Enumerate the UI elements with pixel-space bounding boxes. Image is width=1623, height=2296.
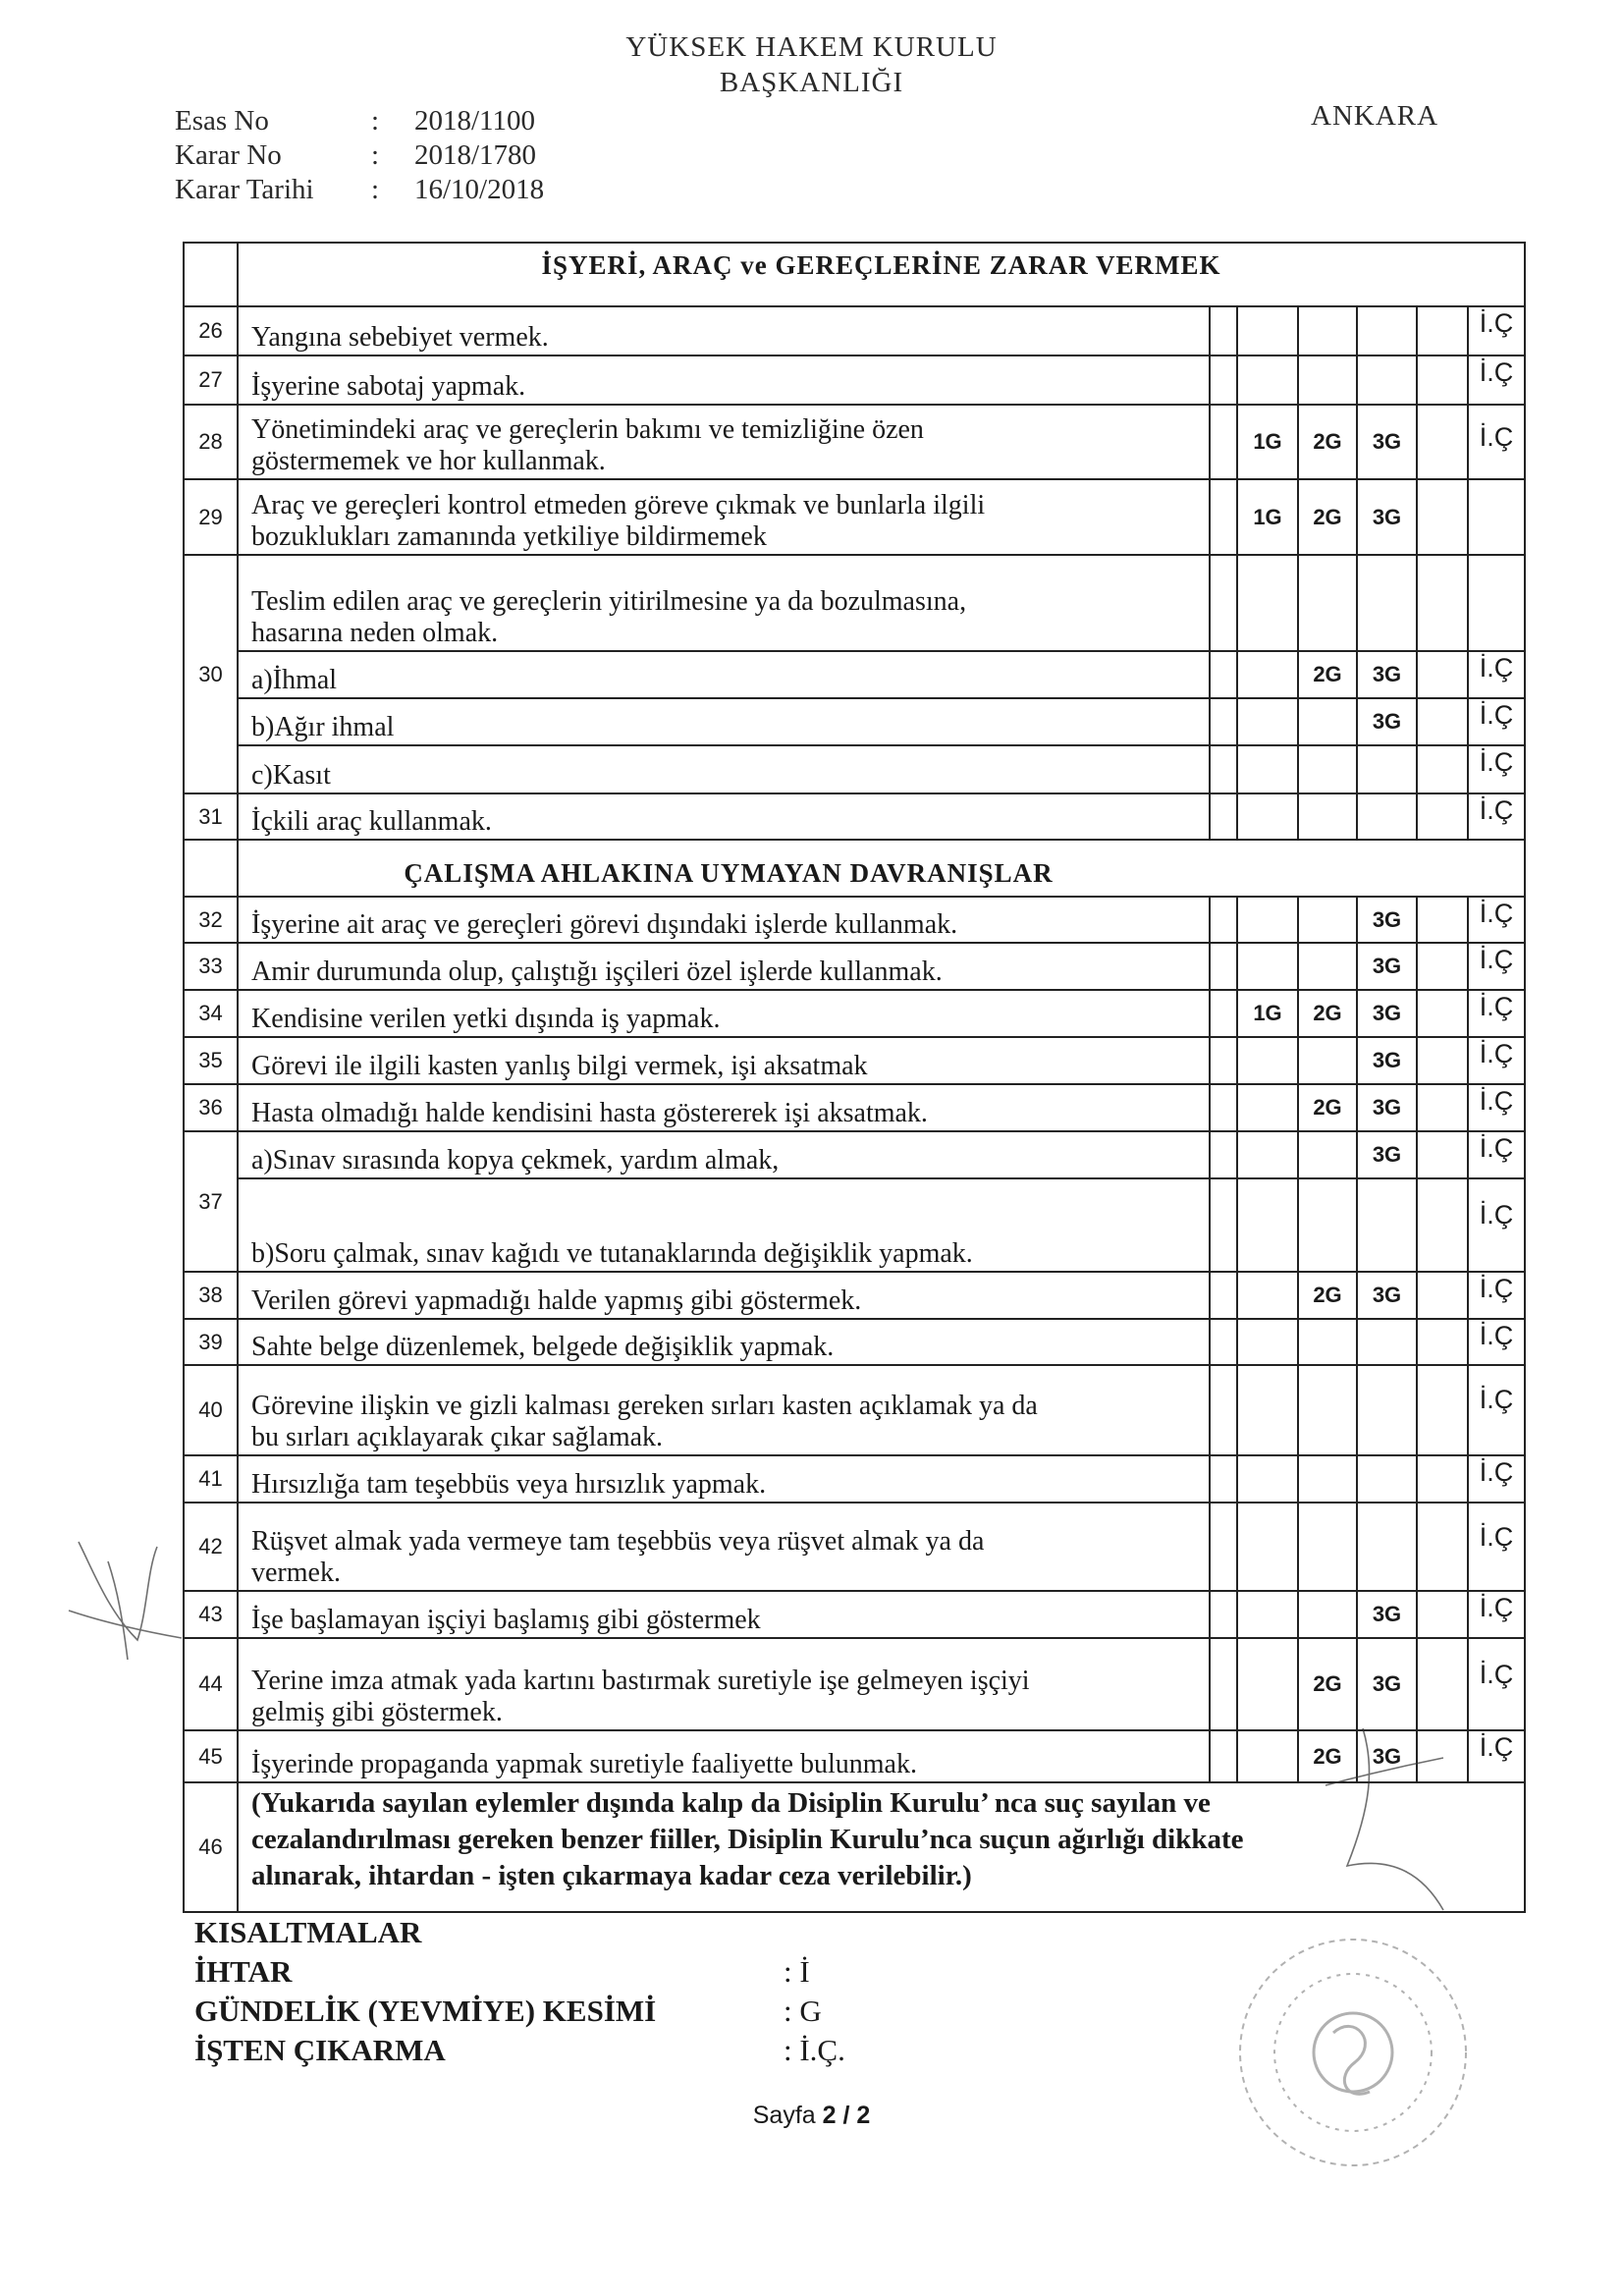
- row-text-line: Yangına sebebiyet vermek.: [251, 322, 549, 353]
- row-number: 32: [198, 906, 223, 932]
- row-number: 44: [198, 1671, 223, 1696]
- page-total: 2: [856, 2102, 871, 2129]
- abbr-key: İHTAR: [194, 1954, 293, 1989]
- penalty-3g: 3G: [1372, 906, 1402, 932]
- penalty-ic: İ.Ç: [1479, 357, 1514, 387]
- penalty-ic: İ.Ç: [1479, 1660, 1514, 1689]
- row-text: [238, 405, 1210, 479]
- row-text-line: İçkili araç kullanmak.: [251, 806, 492, 837]
- penalty-1g: 1G: [1253, 1001, 1282, 1025]
- abbr-key: GÜNDELİK (YEVMİYE) KESİMİ: [194, 1994, 657, 2028]
- row-text: [238, 793, 1210, 840]
- row-text: [238, 479, 1210, 555]
- penalty-ic: İ.Ç: [1479, 1086, 1514, 1116]
- row-number: 35: [198, 1048, 223, 1072]
- row-text-line: İşyerine sabotaj yapmak.: [251, 371, 526, 402]
- penalty-2g: 2G: [1313, 1095, 1342, 1120]
- note-line: (Yukarıda sayılan eylemler dışında kalıp da Disiplin Kurulu’ nca suç sayılan ve: [251, 1787, 1211, 1819]
- penalty-3g: 3G: [1372, 1743, 1402, 1769]
- row-subitem: a)İhmal: [251, 665, 338, 695]
- abbr-row: [194, 1952, 845, 1992]
- penalty-ic: İ.Ç: [1479, 1274, 1514, 1303]
- meta-value: 2018/1780: [414, 139, 537, 171]
- page-current: 2: [822, 2102, 837, 2129]
- penalty-3g: 3G: [1372, 429, 1402, 454]
- row-number: 33: [198, 954, 223, 978]
- penalty-2g: 2G: [1313, 1743, 1342, 1769]
- row-number: 38: [198, 1283, 223, 1307]
- org-subtitle: BAŞKANLIĞI: [719, 67, 904, 98]
- penalty-ic: İ.Ç: [1479, 747, 1514, 777]
- row-number: 34: [198, 1001, 223, 1025]
- row-text: [238, 355, 1210, 405]
- penalty-2g: 2G: [1313, 1283, 1342, 1307]
- row-text: [238, 990, 1210, 1037]
- penalty-3g: 3G: [1372, 709, 1402, 734]
- row-text-line: Yönetimindeki araç ve gereçlerin bakımı ve temizliğine özen: [251, 414, 924, 445]
- row-text: [238, 1455, 1210, 1503]
- row-text-line: bu sırları açıklayarak çıkar sağlamak.: [251, 1422, 664, 1452]
- row-number: 41: [198, 1466, 223, 1491]
- closing-note: [238, 1785, 1525, 1909]
- row-text-line: Verilen görevi yapmadığı halde yapmış gibi göstermek.: [251, 1285, 862, 1316]
- penalty-2g: 2G: [1313, 1001, 1342, 1025]
- penalty-3g: 3G: [1372, 1048, 1402, 1072]
- penalty-ic: İ.Ç: [1479, 1593, 1514, 1622]
- org-name: YÜKSEK HAKEM KURULU: [625, 31, 998, 63]
- section-title-damage: İŞYERİ, ARAÇ ve GEREÇLERİNE ZARAR VERMEK: [541, 250, 1221, 280]
- row-text-line: Sahte belge düzenlemek, belgede değişiklik yapmak.: [251, 1332, 835, 1362]
- penalty-ic: İ.Ç: [1479, 1385, 1514, 1414]
- row-text: [238, 1084, 1210, 1131]
- penalty-ic: İ.Ç: [1479, 1039, 1514, 1068]
- penalty-2g: 2G: [1313, 1671, 1342, 1696]
- row-number: 31: [198, 803, 223, 829]
- abbr-row: [194, 2031, 845, 2070]
- row-text-line: bozuklukları zamanında yetkiliye bildirmemek: [251, 521, 767, 552]
- row-text: [238, 1319, 1210, 1365]
- row-text: [238, 897, 1210, 943]
- row-text: [238, 306, 1210, 355]
- row-text-line: vermek.: [251, 1558, 341, 1588]
- abbreviations-title: KISALTMALAR: [194, 1915, 422, 1949]
- abbr-key: İŞTEN ÇIKARMA: [194, 2033, 446, 2067]
- row-text: [238, 1730, 1210, 1782]
- penalty-ic: İ.Ç: [1479, 653, 1514, 683]
- abbreviations: [194, 1913, 845, 2070]
- abbr-value: : G: [784, 1994, 822, 2028]
- meta-key: Esas No: [175, 105, 269, 137]
- row-number: 36: [198, 1095, 223, 1120]
- penalty-ic: İ.Ç: [1479, 945, 1514, 974]
- meta-key: Karar Tarihi: [175, 174, 314, 205]
- row-text: [238, 1503, 1210, 1591]
- row-number: 46: [198, 1834, 223, 1859]
- meta-sep: :: [371, 105, 380, 137]
- row-text-line: İşe başlamayan işçiyi başlamış gibi göstermek: [251, 1605, 761, 1635]
- penalty-ic: İ.Ç: [1479, 422, 1514, 452]
- penalty-ic: İ.Ç: [1479, 1321, 1514, 1350]
- meta-value: 2018/1100: [414, 105, 535, 137]
- penalty-ic: İ.Ç: [1479, 308, 1514, 338]
- row-number: 45: [198, 1743, 223, 1769]
- penalty-3g: 3G: [1372, 662, 1402, 686]
- row-text-line: Amir durumunda olup, çalıştığı işçileri özel işlerde kullanmak.: [251, 957, 943, 987]
- penalty-ic: İ.Ç: [1479, 700, 1514, 730]
- meta-value: 16/10/2018: [414, 174, 545, 205]
- penalty-3g: 3G: [1372, 1283, 1402, 1307]
- penalty-2g: 2G: [1313, 504, 1342, 529]
- row-text: [238, 1365, 1210, 1455]
- row-number: 29: [198, 504, 223, 529]
- row-text-line: Kendisine verilen yetki dışında iş yapmak.: [251, 1004, 721, 1034]
- meta-key: Karar No: [175, 139, 282, 171]
- row-text-line: gelmiş gibi göstermek.: [251, 1697, 503, 1727]
- page-number: [0, 2102, 1623, 2130]
- row-subitem: c)Kasıt: [251, 760, 331, 791]
- note-line: cezalandırılması gereken benzer fiiller, Disiplin Kurulu’nca suçun ağırlığı dikkate: [251, 1824, 1244, 1855]
- page-label: Sayfa: [752, 2102, 823, 2129]
- row-subitem: b)Soru çalmak, sınav kağıdı ve tutanaklarında değişiklik yapmak.: [251, 1238, 973, 1269]
- row-text: [238, 1037, 1210, 1084]
- row-number: 37: [198, 1188, 223, 1214]
- penalty-ic: İ.Ç: [1479, 899, 1514, 928]
- penalty-2g: 2G: [1313, 662, 1342, 686]
- row-text: [238, 555, 1210, 651]
- row-number: 27: [198, 367, 223, 392]
- penalty-2g: 2G: [1313, 429, 1342, 454]
- penalty-ic: İ.Ç: [1479, 1133, 1514, 1163]
- row-subitem: b)Ağır ihmal: [251, 712, 395, 742]
- row-number: 30: [198, 661, 223, 686]
- note-line: alınarak, ihtardan - işten çıkarmaya kadar ceza verilebilir.): [251, 1860, 972, 1891]
- row-number: 28: [198, 429, 223, 454]
- penalty-3g: 3G: [1372, 954, 1402, 978]
- abbr-value: : İ.Ç.: [784, 2033, 845, 2067]
- row-text-line: Yerine imza atmak yada kartını bastırmak suretiyle işe gelmeyen işçiyi: [251, 1666, 1030, 1696]
- row-subitem: a)Sınav sırasında kopya çekmek, yardım almak,: [251, 1145, 780, 1175]
- meta-sep: :: [371, 139, 380, 171]
- row-text: [238, 1591, 1210, 1638]
- penalty-ic: İ.Ç: [1479, 795, 1514, 825]
- section-title-ethics: ÇALIŞMA AHLAKINA UYMAYAN DAVRANIŞLAR: [404, 858, 1054, 888]
- penalty-3g: 3G: [1372, 1671, 1402, 1696]
- row-text: [238, 943, 1210, 990]
- row-text-line: hasarına neden olmak.: [251, 618, 499, 648]
- row-text-line: göstermemek ve hor kullanmak.: [251, 446, 606, 476]
- penalty-3g: 3G: [1372, 1095, 1402, 1120]
- row-text-line: Araç ve gereçleri kontrol etmeden göreve çıkmak ve bunlarla ilgili: [251, 490, 986, 520]
- row-text-line: İşyerinde propaganda yapmak suretiyle faaliyette bulunmak.: [251, 1749, 917, 1779]
- row-text-line: Görevi ile ilgili kasten yanlış bilgi vermek, işi aksatmak: [251, 1051, 868, 1081]
- penalty-ic: İ.Ç: [1479, 1200, 1514, 1230]
- row-number: 42: [198, 1534, 223, 1558]
- row-text-line: Teslim edilen araç ve gereçlerin yitirilmesine ya da bozulmasına,: [251, 586, 967, 617]
- row-text-line: Hasta olmadığı halde kendisini hasta göstererek işi aksatmak.: [251, 1098, 928, 1128]
- row-text: [238, 1638, 1210, 1730]
- row-text-line: Hırsızlığa tam teşebbüs veya hırsızlık yapmak.: [251, 1469, 767, 1500]
- penalty-3g: 3G: [1372, 504, 1402, 529]
- abbr-row: [194, 1992, 845, 2031]
- meta-sep: :: [371, 174, 380, 205]
- penalty-ic: İ.Ç: [1479, 1457, 1514, 1487]
- row-text-line: Görevine ilişkin ve gizli kalması gereken sırları kasten açıklamak ya da: [251, 1391, 1038, 1421]
- penalty-ic: İ.Ç: [1479, 1522, 1514, 1552]
- penalty-1g: 1G: [1253, 504, 1282, 529]
- penalty-3g: 3G: [1372, 1001, 1402, 1025]
- row-text-line: İşyerine ait araç ve gereçleri görevi dışındaki işlerde kullanmak.: [251, 909, 958, 940]
- abbr-value: : İ: [784, 1954, 810, 1989]
- row-text-line: Rüşvet almak yada vermeye tam teşebbüs veya rüşvet almak ya da: [251, 1526, 985, 1557]
- penalty-ic: İ.Ç: [1479, 992, 1514, 1021]
- row-number: 43: [198, 1602, 223, 1626]
- row-number: 26: [198, 318, 223, 343]
- row-number: 39: [198, 1329, 223, 1354]
- city: ANKARA: [1311, 100, 1439, 132]
- penalty-3g: 3G: [1372, 1142, 1402, 1167]
- page-sep: /: [836, 2102, 857, 2129]
- row-number: 40: [198, 1397, 223, 1422]
- penalty-1g: 1G: [1253, 429, 1282, 454]
- row-text: [238, 1272, 1210, 1319]
- penalty-3g: 3G: [1372, 1602, 1402, 1626]
- penalty-ic: İ.Ç: [1479, 1732, 1514, 1762]
